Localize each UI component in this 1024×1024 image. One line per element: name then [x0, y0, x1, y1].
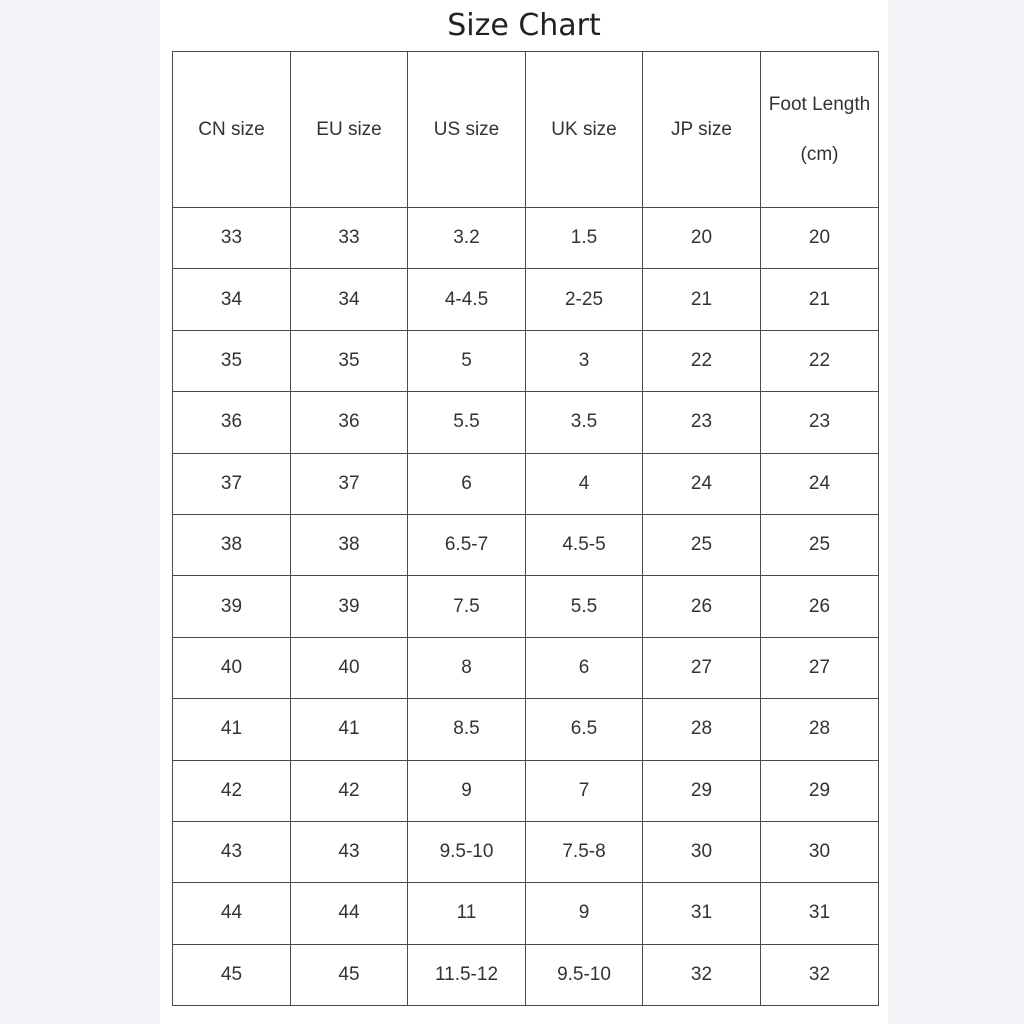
cell-uk-size: 3.5 — [526, 392, 643, 453]
cell-eu-size: 39 — [291, 576, 408, 637]
cell-uk-size: 7 — [526, 760, 643, 821]
table-row — [173, 514, 879, 575]
cell-jp-size: 26 — [643, 576, 761, 637]
cell-uk-size: 9.5-10 — [526, 944, 643, 1005]
header-cn-size: CN size — [173, 52, 291, 208]
header-uk-size: UK size — [526, 52, 643, 208]
cell-uk-size: 1.5 — [526, 208, 643, 269]
table-body — [173, 208, 879, 1006]
cell-eu-size: 45 — [291, 944, 408, 1005]
cell-cn-size: 41 — [173, 699, 291, 760]
cell-foot-length: 27 — [761, 637, 879, 698]
cell-eu-size: 36 — [291, 392, 408, 453]
cell-eu-size: 37 — [291, 453, 408, 514]
cell-eu-size: 35 — [291, 330, 408, 391]
cell-us-size: 5 — [408, 330, 526, 391]
cell-foot-length: 28 — [761, 699, 879, 760]
cell-us-size: 9 — [408, 760, 526, 821]
cell-eu-size: 41 — [291, 699, 408, 760]
cell-eu-size: 42 — [291, 760, 408, 821]
table-row — [173, 944, 879, 1005]
cell-cn-size: 33 — [173, 208, 291, 269]
table-row — [173, 576, 879, 637]
cell-foot-length: 20 — [761, 208, 879, 269]
cell-foot-length: 25 — [761, 514, 879, 575]
cell-us-size: 11.5-12 — [408, 944, 526, 1005]
cell-cn-size: 37 — [173, 453, 291, 514]
cell-cn-size: 39 — [173, 576, 291, 637]
cell-cn-size: 43 — [173, 821, 291, 882]
size-chart-table — [172, 51, 879, 1006]
cell-us-size: 5.5 — [408, 392, 526, 453]
header-row — [173, 52, 879, 208]
cell-us-size: 6.5-7 — [408, 514, 526, 575]
cell-foot-length: 29 — [761, 760, 879, 821]
cell-us-size: 3.2 — [408, 208, 526, 269]
header-us-size: US size — [408, 52, 526, 208]
cell-jp-size: 21 — [643, 269, 761, 330]
cell-foot-length: 31 — [761, 883, 879, 944]
cell-us-size: 9.5-10 — [408, 821, 526, 882]
cell-cn-size: 44 — [173, 883, 291, 944]
cell-uk-size: 4.5-5 — [526, 514, 643, 575]
table-row — [173, 453, 879, 514]
table-row — [173, 821, 879, 882]
cell-jp-size: 29 — [643, 760, 761, 821]
cell-cn-size: 45 — [173, 944, 291, 1005]
cell-jp-size: 32 — [643, 944, 761, 1005]
cell-uk-size: 6 — [526, 637, 643, 698]
cell-jp-size: 23 — [643, 392, 761, 453]
cell-jp-size: 25 — [643, 514, 761, 575]
cell-jp-size: 27 — [643, 637, 761, 698]
cell-foot-length: 26 — [761, 576, 879, 637]
cell-eu-size: 33 — [291, 208, 408, 269]
cell-foot-length: 22 — [761, 330, 879, 391]
cell-us-size: 7.5 — [408, 576, 526, 637]
cell-uk-size: 3 — [526, 330, 643, 391]
table-row — [173, 330, 879, 391]
table-row — [173, 208, 879, 269]
header-eu-size: EU size — [291, 52, 408, 208]
cell-jp-size: 31 — [643, 883, 761, 944]
cell-us-size: 8.5 — [408, 699, 526, 760]
header-jp-size: JP size — [643, 52, 761, 208]
table-row — [173, 392, 879, 453]
cell-cn-size: 40 — [173, 637, 291, 698]
cell-us-size: 6 — [408, 453, 526, 514]
table-row — [173, 269, 879, 330]
cell-foot-length: 24 — [761, 453, 879, 514]
cell-us-size: 8 — [408, 637, 526, 698]
cell-jp-size: 24 — [643, 453, 761, 514]
page-title: Size Chart — [447, 8, 601, 43]
cell-uk-size: 6.5 — [526, 699, 643, 760]
cell-uk-size: 2-25 — [526, 269, 643, 330]
cell-foot-length: 30 — [761, 821, 879, 882]
cell-uk-size: 4 — [526, 453, 643, 514]
cell-cn-size: 34 — [173, 269, 291, 330]
table-row — [173, 699, 879, 760]
cell-cn-size: 35 — [173, 330, 291, 391]
cell-foot-length: 21 — [761, 269, 879, 330]
cell-us-size: 11 — [408, 883, 526, 944]
cell-uk-size: 7.5-8 — [526, 821, 643, 882]
cell-cn-size: 38 — [173, 514, 291, 575]
table-row — [173, 883, 879, 944]
cell-eu-size: 34 — [291, 269, 408, 330]
cell-jp-size: 22 — [643, 330, 761, 391]
cell-uk-size: 9 — [526, 883, 643, 944]
cell-cn-size: 36 — [173, 392, 291, 453]
cell-us-size: 4-4.5 — [408, 269, 526, 330]
cell-eu-size: 40 — [291, 637, 408, 698]
cell-jp-size: 30 — [643, 821, 761, 882]
table-row — [173, 760, 879, 821]
cell-eu-size: 44 — [291, 883, 408, 944]
cell-foot-length: 32 — [761, 944, 879, 1005]
cell-jp-size: 20 — [643, 208, 761, 269]
cell-eu-size: 38 — [291, 514, 408, 575]
cell-jp-size: 28 — [643, 699, 761, 760]
cell-uk-size: 5.5 — [526, 576, 643, 637]
cell-eu-size: 43 — [291, 821, 408, 882]
header-foot-length: Foot Length(cm) — [761, 52, 879, 208]
cell-cn-size: 42 — [173, 760, 291, 821]
table-row — [173, 637, 879, 698]
cell-foot-length: 23 — [761, 392, 879, 453]
